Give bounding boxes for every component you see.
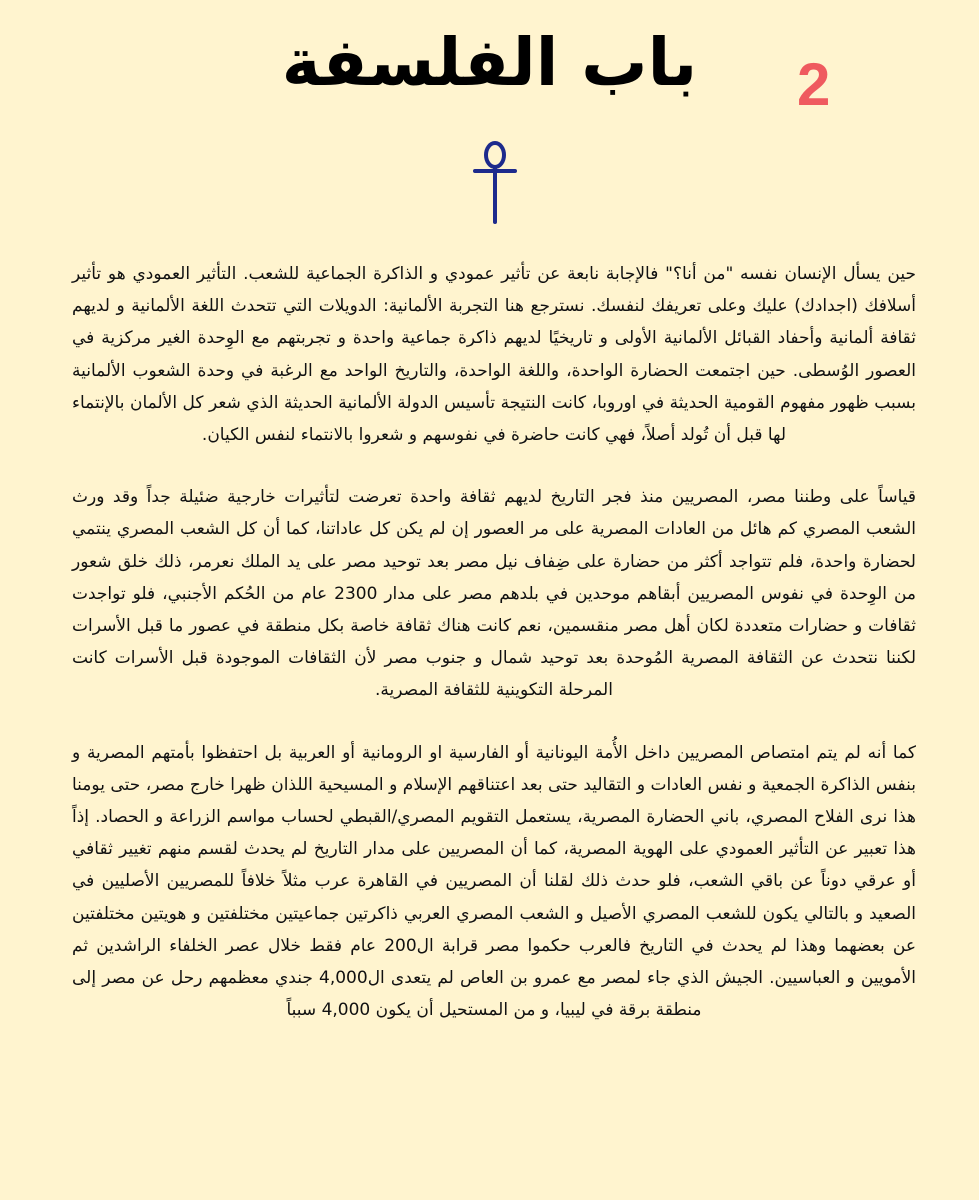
article-body xyxy=(72,258,916,1056)
ankh-icon xyxy=(470,140,520,225)
paragraph-german-experience: حين يسأل الإنسان نفسه "من أنا؟" فالإجابة نابعة عن تأثير عمودي و الذاكرة الجماعية للشعب. التأثير العمودي هو تأثير أسلافك (اجدادك) عليك وعلى تعريفك لنفسك. نسترجع هنا التجربة الألمانية: الدويلات التي تتحدث اللغة الألمانية و لديهم ثقافة ألمانية وأحفاد القبائل الألمانية الأولى و تاريخيًا لديهم ذاكرة جماعية واحدة و تجربتهم مع الوِحدة الغير مركزية في العصور الوُسطى. حين اجتمعت الحضارة الواحدة، واللغة الواحدة، والتاريخ الواحد مع الرغبة في وحدة الشعوب الألمانية بسبب ظهور مفهوم القومية الحديثة في اوروبا، كانت النتيجة تأسيس الدولة الألمانية الحديثة الذي شعر كل الألمان بالإنتماء لها قبل أن تُولد أصلاً، فهي كانت حاضرة في نفوسهم و شعروا بالانتماء لنفس الكيان. xyxy=(72,264,916,446)
paragraph-egypt-unity: قياساً على وطننا مصر، المصريين منذ فجر التاريخ لديهم ثقافة واحدة تعرضت لتأثيرات خارجية ضئيلة جداً وقد ورث الشعب المصري كم هائل من العادات المصرية على مر العصور إن لم يكن كل عاداتنا، كما أن كل الشعب المصري ينتمي لحضارة واحدة، فلم تتواجد أكثر من حضارة على ضِفاف نيل مصر بعد توحيد مصر على يد الملك نعرمر، ذلك خلق شعور من الوِحدة في نفوس المصريين أبقاهم موحدين في بلدهم مصر على مدار 2300 عام من الحُكم الأجنبي، فلو تواجدت ثقافات و حضارات متعددة لكان أهل مصر منقسمين، نعم كانت هناك ثقافة خاصة بكل منطقة في عصور ما قبل الأسرات لكننا نتحدث عن الثقافة المصرية المُوحدة بعد توحيد شمال و جنوب مصر لأن الثقافات الموجودة قبل الأسرات كانت المرحلة التكوينية للثقافة المصرية. xyxy=(72,487,916,701)
paragraph-egyptian-identity: كما أنه لم يتم امتصاص المصريين داخل الأُمة اليونانية أو الفارسية او الرومانية أو العربية بل احتفظوا بأمتهم المصرية و بنفس الذاكرة الجمعية و نفس العادات و التقاليد حتى بعد اعتناقهم الإسلام و المسيحية اللذان ظهرا خارج مصر، حتى يومنا هذا نرى الفلاح المصري، باني الحضارة المصرية، يستعمل التقويم المصري/القبطي لحساب مواسم الزراعة و الحصاد. إذاً هذا تعبير عن التأثير العمودي على الهوية المصرية، كما أن المصريين على مدار التاريخ لم يحدث لقسم منهم تغيير ثقافي أو عرقي دوناً عن باقي الشعب، فلو حدث ذلك لقلنا أن المصريين في القاهرة عرب مثلاً خلافاً للمصريين الأصليين في الصعيد و بالتالي يكون للشعب المصري الأصيل و الشعب المصري العربي ذاكرتين جماعيتين مختلفتين و هويتين مختلفتين عن بعضهما وهذا لم يحدث في التاريخ فالعرب حكموا مصر قرابة ال200 عام فقط خلال عصر الخلفاء الراشدين ثم الأمويين و العباسيين. الجيش الذي جاء لمصر مع عمرو بن العاص لم يتعدى ال4,000 جندي معظمهم رحل عن مصر إلى منطقة برقة في ليبيا، و من المستحيل أن يكون 4,000 سبباً xyxy=(72,742,916,1021)
page-title: باب الفلسفة xyxy=(281,24,698,101)
page-number: 2 xyxy=(797,51,831,118)
